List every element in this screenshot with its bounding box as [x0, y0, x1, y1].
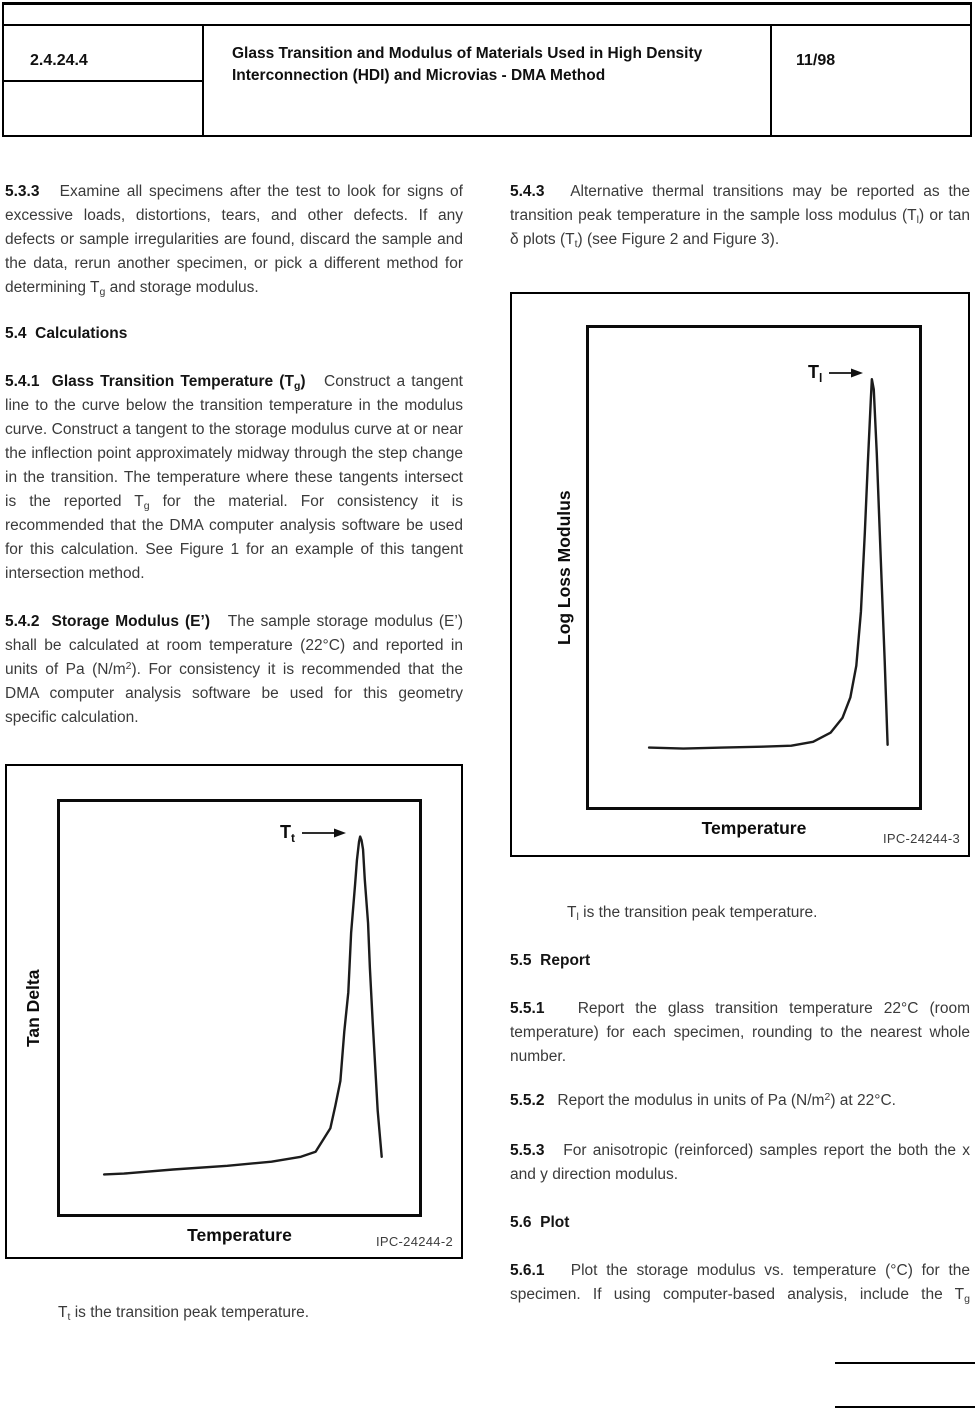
peak-label: $T_t$ — [280, 822, 295, 845]
document-title: Glass Transition and Modulus of Materials Used in High Density Interconnection (HDI) and Microvias - DMA Method — [232, 45, 703, 84]
arrow-right-icon — [302, 827, 346, 839]
paragraph-5-4-1: 5.4.1 Glass Transition Temperature $(T_g)$ Construct a tangent line to the curve below the transition temperature in the modulus curve. Construct a tangent to the storage modulus curve at or near the inflection point approximately midway through the step change in the transition. The temperature where these tangents intersect is the reported $T_g$ for the material. For consistency it is recommended that the DMA computer analysis software be used for this calculation. See Figure 1 for an example of this tangent intersection method. — [5, 373, 463, 582]
figure-id: IPC-24244-2 — [375, 1234, 453, 1249]
loss-modulus-curve — [589, 328, 919, 807]
header-cell-divider — [4, 80, 202, 82]
peak-annotation — [808, 362, 863, 383]
section-number: 2.4.24.4 — [30, 52, 88, 69]
footer-rule-bottom — [835, 1406, 975, 1408]
footer-rule-top — [835, 1362, 975, 1364]
figure-tan-delta-chart — [5, 764, 463, 1259]
y-axis-label: Tan Delta — [23, 969, 43, 1047]
heading-5-5-report: 5.5 Report — [510, 952, 591, 969]
arrow-right-icon — [829, 367, 863, 379]
left-column — [5, 180, 463, 1325]
paragraph-5-4-2: 5.4.2 Storage Modulus (E’) The sample storage modulus (E’) shall be calculated at room temperature (22°C) and reported in units of Pa $(N/m^2)$. For consistency it is recommended that the DMA computer analysis software be used for this geometry specific calculation. — [5, 613, 463, 726]
heading-5-6-plot: 5.6 Plot — [510, 1214, 570, 1231]
figure-caption: $T_t$ is the transition peak temperature. — [58, 1304, 310, 1323]
right-column — [510, 180, 970, 1307]
plot-area — [57, 799, 422, 1217]
x-axis-label: Temperature — [701, 818, 807, 838]
y-axis-label: Log Loss Modulus — [554, 490, 574, 645]
paragraph-5-3-3: 5.3.3 Examine all specimens after the test to look for signs of excessive loads, distortions, tears, and other defects. If any defects or sample irregularities are found, discard the sample and the data, rerun another specimen, or pick a different method for determining $T_g$ and storage modulus. — [5, 183, 463, 298]
tan-delta-curve — [60, 802, 419, 1214]
revision-date: 11/98 — [796, 52, 836, 69]
heading-5-4-calculations: 5.4 Calculations — [5, 325, 128, 342]
header-section-cell — [4, 26, 204, 135]
figure-loss-modulus-chart — [510, 292, 970, 857]
paragraph-5-5-2: 5.5.2 Report the modulus in units of Pa $(N/m^2)$ at 22°C. — [510, 1091, 896, 1109]
x-axis-label: Temperature — [187, 1225, 292, 1245]
paragraph-5-5-1: 5.5.1 Report the glass transition temperature 22°C (room temperature) for each specimen, rounding to the nearest whole number. — [510, 1000, 970, 1065]
header-date-cell — [770, 26, 970, 135]
paragraph-5-4-3: 5.4.3 Alternative thermal transitions may be reported as the transition peak temperature in the sample loss modulus $(T_l)$ or tan δ plots $(T_t)$ (see Figure 2 and Figure 3). — [510, 183, 970, 250]
plot-area — [586, 325, 922, 810]
paragraph-5-5-3: 5.5.3 For anisotropic (reinforced) samples report the both the x and y direction modulus. — [510, 1142, 970, 1183]
paragraph-5-6-1: 5.6.1 Plot the storage modulus vs. temperature (°C) for the specimen. If using computer-based analysis, include the $T_g$ — [510, 1262, 970, 1305]
figure-caption: $T_l$ is the transition peak temperature. — [567, 904, 818, 923]
header-table — [2, 24, 972, 137]
peak-label: $T_l$ — [808, 362, 823, 385]
peak-annotation — [280, 822, 346, 843]
figure-id: IPC-24244-3 — [882, 831, 960, 846]
